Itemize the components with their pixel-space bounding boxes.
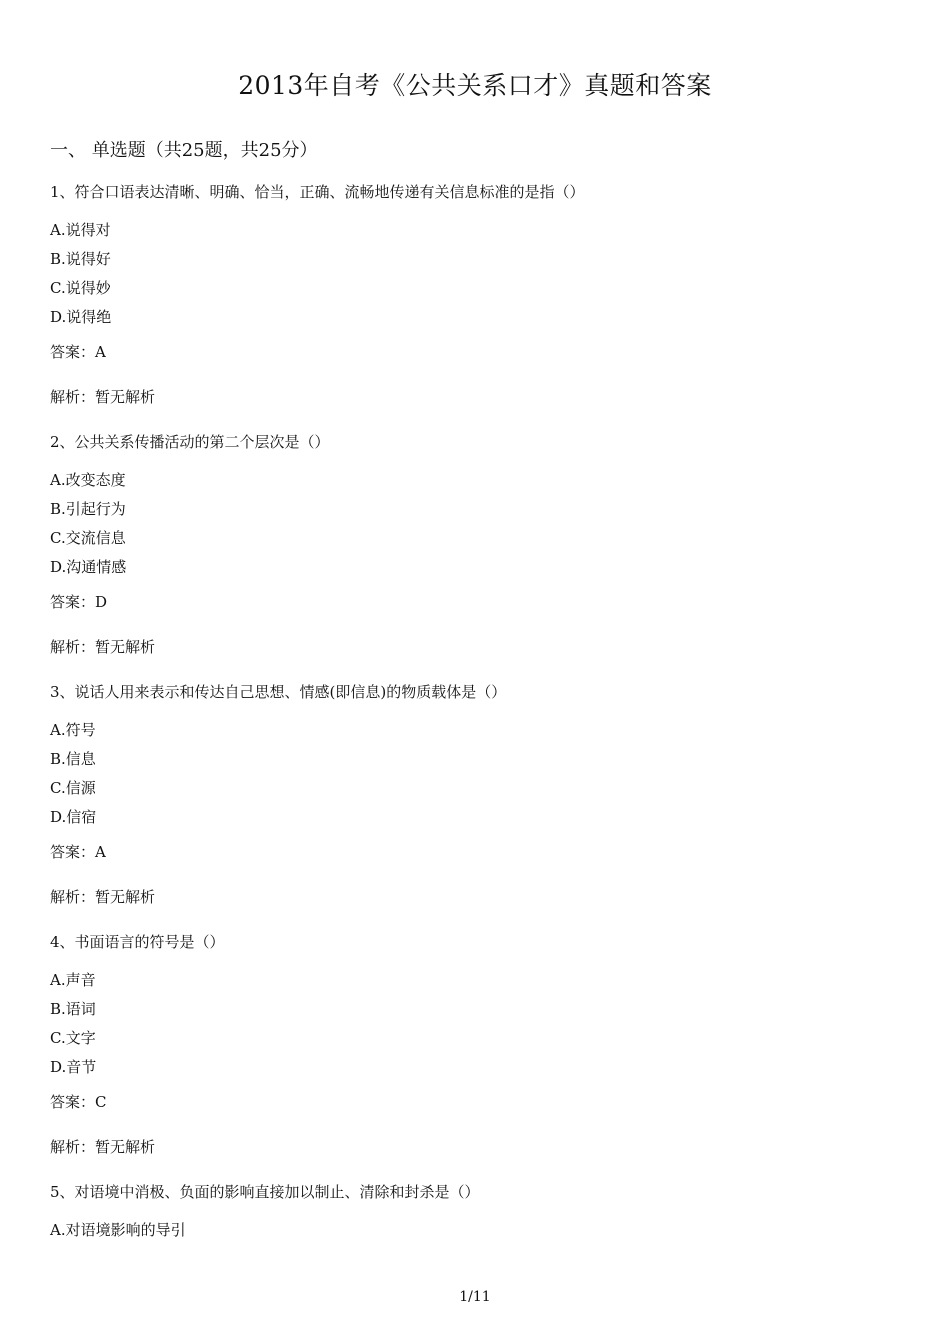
answer-text: 答案：D [50,593,108,611]
question-item [50,680,910,909]
question-text: 5、对语境中消极、负面的影响直接加以制止、清除和封杀是（） [50,1183,480,1201]
option-d: D.信宿 [50,808,97,826]
option-c: C.信源 [50,779,96,797]
analysis-text: 解析：暂无解析 [50,1138,156,1156]
page-number: 1/11 [459,1289,491,1305]
option-b: B.信息 [50,750,96,768]
question-list [50,180,910,1245]
option-list [50,216,910,332]
analysis-text: 解析：暂无解析 [50,888,156,906]
option-d: D.音节 [50,1058,97,1076]
question-text: 3、说话人用来表示和传达自己思想、情感(即信息)的物质载体是（） [50,683,507,701]
option-a: A.符号 [50,721,96,739]
question-item [50,1180,910,1245]
option-c: C.说得妙 [50,279,111,297]
question-text: 2、公共关系传播活动的第二个层次是（） [50,433,330,451]
option-a: A.说得对 [50,221,111,239]
question-item [50,180,910,409]
option-list [50,966,910,1082]
question-text: 4、书面语言的符号是（） [50,933,225,951]
question-item [50,430,910,659]
option-b: B.说得好 [50,250,111,268]
option-b: B.语词 [50,1000,96,1018]
option-d: D.沟通情感 [50,558,127,576]
option-c: C.文字 [50,1029,96,1047]
option-b: B.引起行为 [50,500,126,518]
answer-text: 答案：A [50,343,106,361]
analysis-text: 解析：暂无解析 [50,388,156,406]
answer-text: 答案：A [50,843,106,861]
option-a: A.声音 [50,971,96,989]
document-title: 2013年自考《公共关系口才》真题和答案 [238,71,712,100]
option-a: A.改变态度 [50,471,126,489]
answer-text: 答案：C [50,1093,107,1111]
question-text: 1、符合口语表达清晰、明确、恰当，正确、流畅地传递有关信息标准的是指（） [50,183,585,201]
option-list [50,716,910,832]
analysis-text: 解析：暂无解析 [50,638,156,656]
section-heading: 一、 单选题（共25题，共25分） [50,140,318,161]
option-a: A.对语境影响的导引 [50,1221,186,1239]
option-c: C.交流信息 [50,529,126,547]
option-list [50,466,910,582]
option-d: D.说得绝 [50,308,112,326]
question-item [50,930,910,1159]
option-list [50,1216,910,1245]
